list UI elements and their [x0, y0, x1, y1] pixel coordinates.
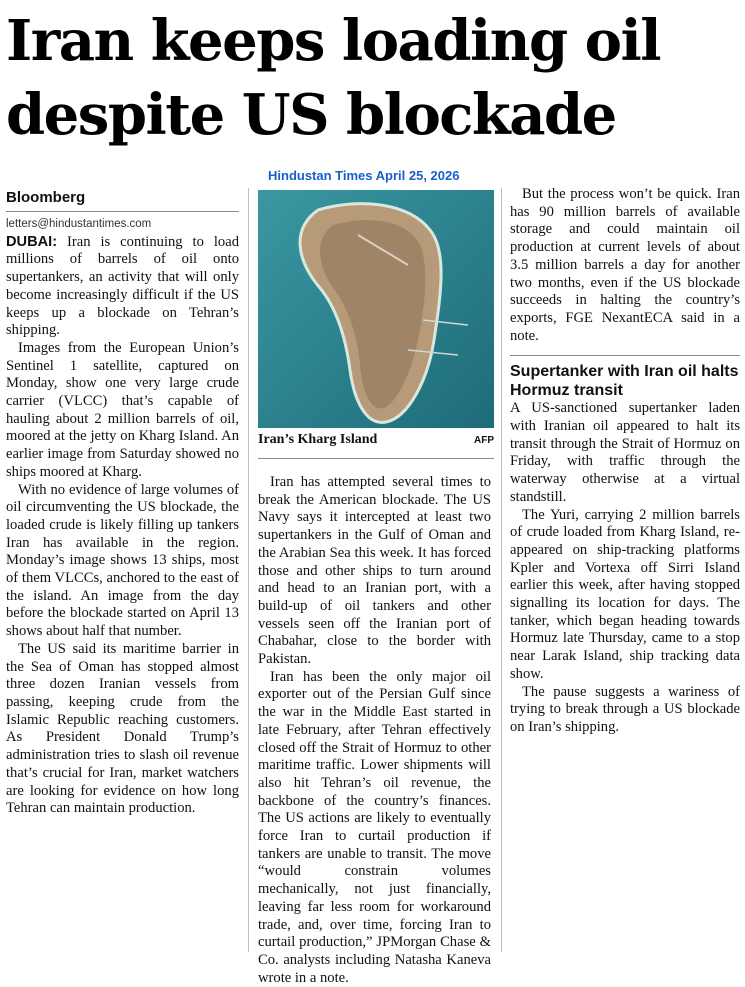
column-rule — [501, 188, 502, 952]
article-column-3 — [510, 186, 740, 737]
article-paragraph: But the process won’t be quick. Iran has 90 million barrels of available storage and could maintain oil production at current levels of about 3.5 million barrels a day for another two months, even if the US blockade succeeds in halting the country’s exports, FGE NexantECA said in a note. — [510, 186, 740, 344]
satellite-image — [258, 190, 494, 428]
headline-line-2: despite US blockade — [6, 82, 616, 148]
photo-caption-text: Iran’s Kharg Island — [258, 432, 378, 447]
byline-author: Bloomberg — [6, 189, 86, 206]
sidebar-paragraph: A US-sanctioned supertanker laden with Iranian oil appeared to halt its transit through the Strait of Hormuz on Friday, with traffic through the waterway otherwise at a virtual standstill. — [510, 400, 740, 505]
caption-divider — [258, 458, 494, 459]
sidebar-paragraph: The Yuri, carrying 2 million barrels of crude loaded from Kharg Island, re-appeared on ship-tracking platforms Kpler and Vortexa off Sirri Island earlier this week, after having stopped signalling its location for days. The tanker, which began heading towards Hormuz late Thursday, came to a stop near Larak Island, ship tracking data show. — [510, 506, 740, 682]
dateline: DUBAI: — [6, 233, 58, 250]
article-paragraph: The US said its maritime barrier in the Sea of Oman has stopped almost three dozen Iranian vessels from passing, keeping crude from the Islamic Republic reaching customers. As President Donald Trump’s administration tries to slash oil revenue that’s crucial for Iran, market watchers are looking for evidence on how long Tehran can maintain production. — [6, 640, 239, 817]
article-paragraph: Iran has attempted several times to break the American blockade. The US Navy says it intercepted at least two supertankers in the Gulf of Oman and the Arabian Sea this week. It has forced those and other ships to turn around and head to an Iranian port, with a build-up of oil tankers and other vessels seen off the Iranian port of Chabahar, close to the border with Pakistan. — [258, 474, 491, 668]
kharg-island-photo — [258, 190, 494, 428]
sidebar-subhead: Supertanker with Iran oil halts Hormuz transit — [510, 363, 739, 400]
column-rule — [248, 188, 249, 952]
byline-divider — [6, 211, 239, 212]
headline — [6, 4, 741, 152]
byline-email: letters@hindustantimes.com — [6, 218, 152, 230]
headline-line-1: Iran keeps loading oil — [6, 8, 661, 74]
article-paragraph: Iran has been the only major oil exporter out of the Persian Gulf since the war in the Middle East started in late February, after Tehran effectively closed off the Strait of Hormuz to other maritime traffic. Lower shipments will also hit Tehran’s oil revenue, the backbone of the country’s finances. The US actions are likely to eventually force Iran to curtail production if tankers are unable to transit. The move “would constrain volumes mechanically, not just financially, leaving far less room for workaround trade, and, over time, forcing Iran to curtail production,” JPMorgan Chase & Co. analysts including Natasha Kaneva wrote in a note. — [258, 668, 491, 986]
photo-caption — [258, 432, 494, 448]
article-paragraph: DUBAI: Iran is continuing to load millions of barrels of oil onto supertankers, an activity that will only become increasingly difficult if the US keeps up a blockade on Tehran’s shipping. — [6, 233, 239, 339]
article-paragraph: With no evidence of large volumes of oil circumventing the US blockade, the loaded crude is likely filling up tankers Iran has available in the region. Monday’s image shows 13 ships, most of them VLCCs, anchored to the east of the island. An image from the day before the blockade started on April 13 shows about half that number. — [6, 481, 239, 640]
article-column-2 — [258, 474, 491, 987]
article-paragraph: Images from the European Union’s Sentinel 1 satellite, captured on Monday, show one very large crude carrier (VLCC) that’s capable of hauling about 2 million barrels of oil, moored at the jetty on Kharg Island. An earlier image from Saturday showed no ships moored at Kharg. — [6, 339, 239, 480]
sidebar-divider — [510, 355, 740, 356]
source-stamp: Hindustan Times April 25, 2026 — [268, 168, 460, 183]
sidebar-paragraph: The pause suggests a wariness of trying to break through a US blockade on Iran’s shipping. — [510, 683, 740, 735]
photo-credit: AFP — [474, 435, 494, 446]
article-column-1 — [6, 188, 239, 818]
